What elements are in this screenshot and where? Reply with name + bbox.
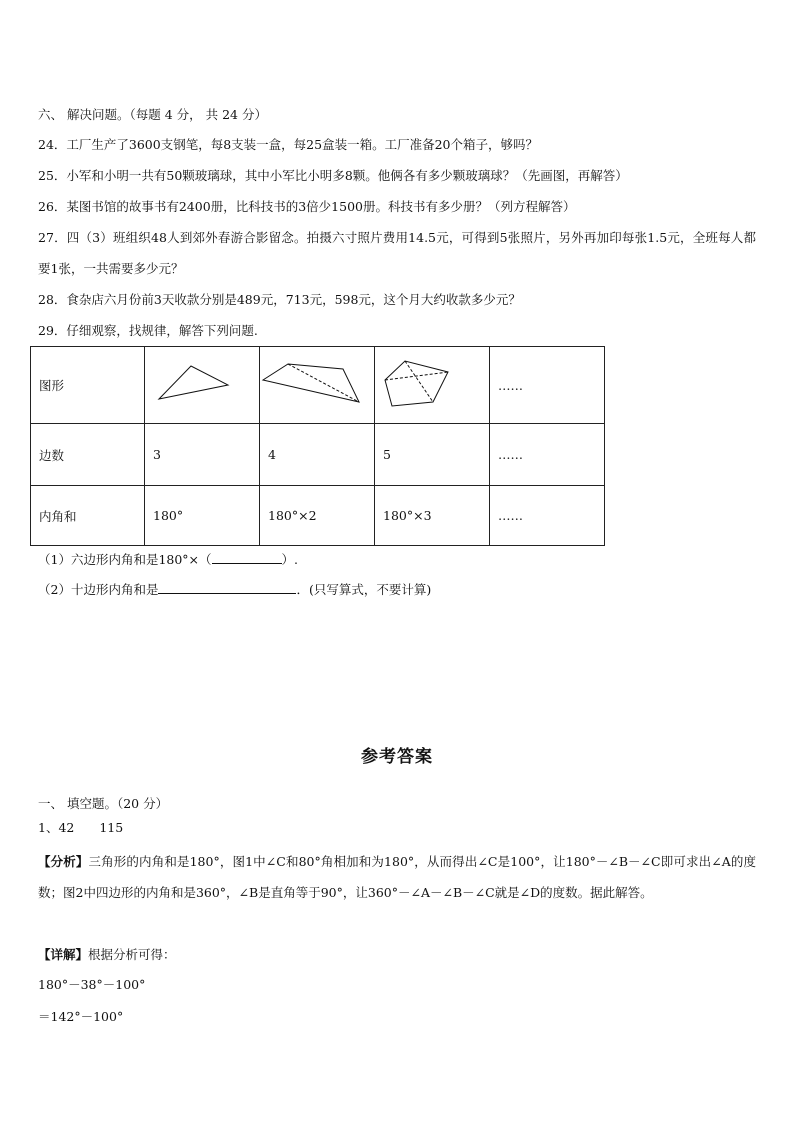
question-28: 28．食杂店六月份前3天收款分别是489元，713元，598元，这个月大约收款多少元？ (38, 292, 521, 307)
calc-line-2: ＝142°－100° (38, 1009, 124, 1024)
analysis-tag: 【分析】 (38, 854, 89, 869)
sides-cell: 3 (145, 424, 260, 486)
sub2-before: （2）十边形内角和是 (38, 582, 159, 597)
answers-section-title: 一、 填空题。（20 分） (38, 796, 169, 811)
section-title: 六、 解决问题。（每题 4 分， 共 24 分） (38, 107, 267, 122)
shape-pentagon (375, 347, 490, 424)
table-row (31, 424, 605, 486)
sides-cell: …… (490, 424, 605, 486)
sub-question-2 (38, 580, 431, 599)
table-row (31, 486, 605, 546)
question-29: 29．仔细观察，找规律，解答下列问题. (38, 323, 258, 338)
pattern-table (30, 346, 605, 546)
question-26: 26．某图书馆的故事书有2400册，比科技书的3倍少1500册。科技书有多少册？（列方程解答） (38, 199, 576, 214)
quadrilateral-figure (260, 347, 374, 420)
detail-text: 根据分析可得： (88, 947, 176, 962)
analysis-text: 三角形的内角和是180°，图1中∠C和80°角相加和为180°，从而得出∠C是100°，让180°－∠B－∠C即可求出∠A的度数；图2中四边形的内角和是360°，∠B是直角等于90°，让360°－∠A－∠B－∠C就是∠D的度数。据此解答。 (38, 854, 756, 900)
shape-quadrilateral (260, 347, 375, 424)
sub1-before: （1）六边形内角和是180°×（ (38, 552, 212, 567)
pentagon-figure (375, 347, 489, 420)
angle-cell: 180° (145, 486, 260, 546)
row-label-angle-sum: 内角和 (31, 486, 145, 546)
detail-line (38, 946, 176, 964)
answer-item-1: 1、42 115 (38, 820, 124, 835)
sub-question-1 (38, 550, 298, 569)
angle-cell: 180°×3 (375, 486, 490, 546)
answers-heading: 参考答案 (361, 747, 433, 767)
shape-more: …… (490, 347, 605, 424)
triangle-figure (145, 347, 259, 420)
question-24: 24．工厂生产了3600支钢笔，每8支装一盒，每25盒装一箱。工厂准备20个箱子，够吗？ (38, 137, 538, 152)
sub2-after: ．(只写算式，不要计算) (296, 582, 432, 597)
shape-triangle (145, 347, 260, 424)
sub2-blank[interactable] (158, 580, 296, 594)
table-row (31, 347, 605, 424)
question-27: 27．四（3）班组织48人到郊外春游合影留念。拍摄六寸照片费用14.5元，可得到5张照片，另外再加印每张1.5元，全班每人都要1张，一共需要多少元？ (38, 230, 756, 276)
sides-cell: 4 (260, 424, 375, 486)
sub1-blank[interactable] (212, 550, 282, 564)
row-label-shape: 图形 (31, 347, 145, 424)
row-label-sides: 边数 (31, 424, 145, 486)
angle-cell: …… (490, 486, 605, 546)
sub1-after: ）. (281, 552, 299, 567)
angle-cell: 180°×2 (260, 486, 375, 546)
detail-tag: 【详解】 (38, 947, 89, 962)
analysis-paragraph (38, 846, 756, 908)
question-25: 25．小军和小明一共有50颗玻璃球，其中小军比小明多8颗。他俩各有多少颗玻璃球？（先画图，再解答） (38, 168, 628, 183)
sides-cell: 5 (375, 424, 490, 486)
calc-line-1: 180°－38°－100° (38, 977, 146, 992)
